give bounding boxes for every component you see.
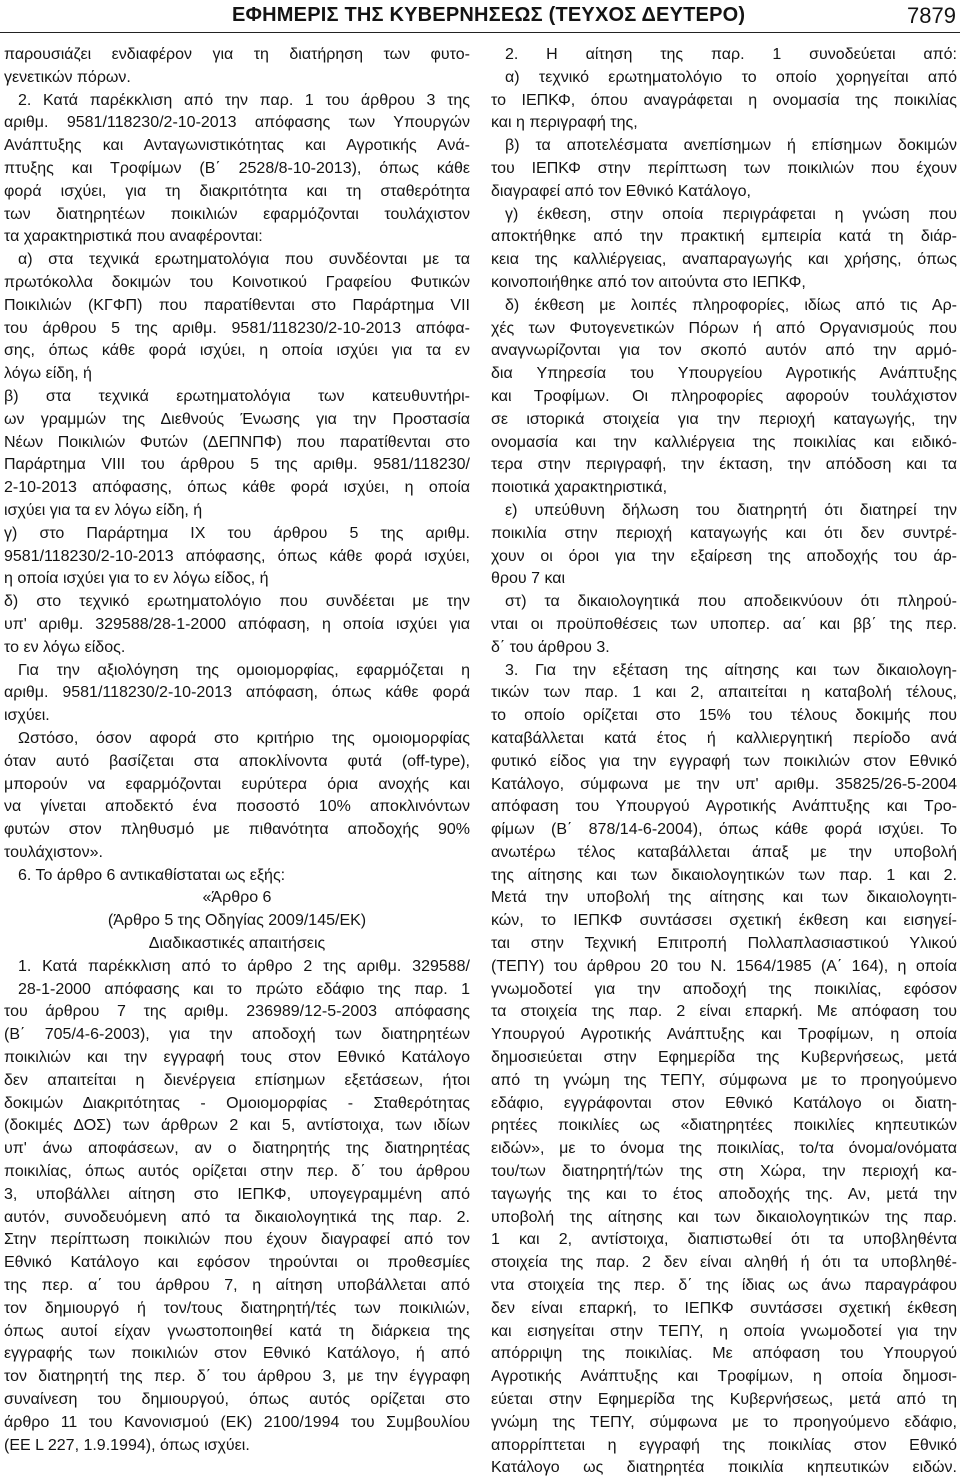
left-column-line: υπ' άνω αποφάσεων, αν ο διατηρητής της διατηρητέας	[4, 1140, 470, 1158]
right-column-line: 1 και 2, αντίστοιχα, διαπιστωθεί ότι τα υποβληθέντα	[491, 1231, 957, 1249]
right-column-line: γνωμοδοτεί για την αποδοχή της ποικιλίας, εφόσον	[491, 980, 957, 998]
left-column-line: (Β΄ 705/4-6-2003), για την αποδοχή των διατηρητέων	[4, 1026, 470, 1044]
left-column-line: 1. Κατά παρέκκλιση από το άρθρο 2 της αριθμ. 329588/	[18, 957, 470, 975]
right-column-line: και Τροφίμων. Οι πληροφορίες αφορούν τουλάχιστον	[491, 387, 957, 405]
right-column-line: τερα στην περιγραφή, την έκταση, την απόδοση και τα	[491, 456, 957, 474]
right-column-line: του/των διατηρητή/τών της στη Χώρα, την περιοχή κα-	[491, 1163, 957, 1181]
right-column-line: γνώμη της ΤΕΠΥ, σύμφωνα με το προηγούμενο εδάφιο,	[491, 1413, 957, 1431]
right-column-line: κοινοποιήθηκε από τον αιτούντα στο ΙΕΠΚΦ,	[491, 273, 806, 291]
left-column-line: ισχύει.	[4, 707, 50, 725]
right-column-line: φυτικό είδος για την εγγραφή των ποικιλιών στον Εθνικό	[491, 752, 957, 770]
right-column-line: ε) υπεύθυνη δήλωση του διατηρητή ότι διατηρεί την	[505, 501, 957, 519]
right-column-line: ται στην Τεχνική Επιτροπή Πολλαπλασιαστικού Υλικού	[491, 935, 957, 953]
left-column-line: δεν απαιτείται η διενέργεια επίσημων εξετάσεων, ήτοι	[4, 1071, 470, 1089]
left-column-line: α) στα τεχνικά ερωτηματολόγια που συνδέονται με τα	[18, 251, 470, 269]
left-column-line: να γίνεται αποδεκτό ένα ποσοστό 10% αποκλινόντων	[4, 798, 470, 816]
right-column-line: δημοσιεύεται στην Εφημερίδα της Κυβερνήσεως, μετά	[491, 1049, 957, 1067]
right-column-line: ονομασία και την καλλιέργεια της ποικιλίας και ειδικό-	[491, 433, 957, 451]
left-column-line: τον δημιουργό ή τον/τους διατηρητή/τές των ποικιλιών,	[4, 1299, 470, 1317]
left-column-line: όπως αυτοί είχαν γνωστοποιηθεί κατά τη διάρκεια της	[4, 1322, 470, 1340]
right-column-line: στοιχεία της παρ. 2 δεν είναι αληθή ή ότι τα υποβληθέ-	[491, 1254, 957, 1272]
left-column-line: 6. Το άρθρο 6 αντικαθίσταται ως εξής:	[18, 866, 286, 884]
left-column-line: β) στα τεχνικά ερωτηματολόγια των κατευθυντήρι-	[4, 387, 470, 405]
right-column-line: α) τεχνικό ερωτηματολόγιο το οποίο χορηγείται από	[505, 68, 957, 86]
left-column-line: μπορούν να εφαρμόζονται ευρύτερα όρια ανοχής και	[4, 775, 470, 793]
right-column-line: τικών των παρ. 1 και 2, απαιτείται η καταβολή τέλους,	[491, 684, 957, 702]
right-column-line: της αίτησης και των δικαιολογητικών των παρ. 1 και 2.	[491, 866, 957, 884]
right-column-line: αναγνωρίζονται για τον σκοπό αυτόν από την αρμό-	[491, 342, 957, 360]
right-column-line: 2. Η αίτηση της παρ. 1 συνοδεύεται από:	[505, 46, 957, 63]
left-column-line: Στην περίπτωση ποικιλιών που έχουν διαγραφεί από τον	[4, 1231, 470, 1249]
left-column-line: Νέων Ποικιλιών Φυτών (ΔΕΠΝΠΦ) που παρατίθενται στο	[4, 433, 470, 451]
left-column-line: τα χαρακτηριστικά που αναφέρονται:	[4, 228, 263, 246]
left-column-line: πτυξης και Τροφίμων (Β΄ 2528/8-10-2013), όπως κάθε	[4, 159, 470, 177]
left-column-line: παρουσιάζει ενδιαφέρον για τη διατήρηση των φυτο-	[4, 46, 470, 63]
right-column-line: και εισηγείται στην ΤΕΠΥ, η οποία γνωμοδοτεί για την	[491, 1322, 957, 1340]
right-column-line: ποιοτικά χαρακτηριστικά,	[491, 479, 668, 497]
left-column-line: Διαδικαστικές απαιτήσεις	[148, 935, 326, 953]
left-column-line: όταν αυτό βασίζεται στα αποκλίνοντα φυτά (off-type),	[4, 752, 470, 770]
right-column-line: νται οι προϋποθέσεις των υποπερ. αα΄ και ββ΄ της περ.	[491, 615, 957, 633]
right-column-line: χουν οι όροι για την εξαίρεση της αποδοχής του άρ-	[491, 547, 957, 565]
right-column-line: δ΄ του άρθρου 3.	[491, 638, 610, 656]
left-column-line: τουλάχιστον».	[4, 843, 103, 861]
left-column-line: 2-10-2013 απόφασης, όπως κάθε φορά ισχύει, η οποία	[4, 479, 470, 497]
left-column-line: Ποικιλιών (ΚΓΦΠ) που παρατίθενται στο Παράρτημα VII	[4, 296, 470, 314]
left-column-line: (Άρθρο 5 της Οδηγίας 2009/145/ΕΚ)	[107, 912, 367, 930]
right-column-line: ρητέες ποικιλίες ως «διατηρητέες ποικιλίες κηπευτικών	[491, 1117, 957, 1135]
left-column-line: υπ' αριθμ. 329588/28-1-2000 απόφαση, η οποία ισχύει για	[4, 615, 470, 633]
right-column-line: διαγραφεί από τον Εθνικό Κατάλογο,	[491, 182, 751, 200]
left-column-line: Ανάπτυξης και Ανταγωνιστικότητας και Αγροτικής Ανά-	[4, 137, 470, 155]
right-column-line: απόφαση του Υπουργού Αγροτικής Ανάπτυξης και Τρο-	[491, 798, 957, 816]
left-column-line: αυτόν, συνοδευόμενη από τα δικαιολογητικά της παρ. 2.	[4, 1208, 470, 1226]
left-column-line: φυτών στον πληθυσμό με πιθανότητα αποδοχής 90%	[4, 821, 470, 839]
right-column-line: εδάφιο, εγγράφονται στον Εθνικό Κατάλογο οι διατη-	[491, 1094, 957, 1112]
right-column-line: Υπουργού Αγροτικής Ανάπτυξης και Τροφίμων, η οποία	[491, 1026, 957, 1044]
right-column-line: και η περιγραφή της,	[491, 114, 638, 132]
right-column-line: το ΙΕΠΚΦ, όπου αναγράφεται η ονομασία της ποικιλίας	[491, 91, 957, 109]
left-column-line: η οποία ισχύει για το εν λόγω είδος, ή	[4, 570, 269, 588]
header-rule	[0, 32, 960, 33]
left-column-line: 28-1-2000 απόφασης και το πρώτο εδάφιο της παρ. 1	[18, 980, 470, 998]
left-column-line: του άρθρου 7 της αριθμ. 236989/12-5-2003 απόφασης	[4, 1003, 470, 1021]
left-column-line: Παράρτημα VIII του άρθρου 5 της αριθμ. 9581/118230/	[4, 456, 470, 474]
right-column-line: το οποίο ορίζεται στο 15% του τέλους δοκιμής που	[491, 707, 957, 725]
page-number: 7879	[907, 3, 956, 28]
right-column-line: ανωτέρω τέλος καταβάλλεται άπαξ με την υποβολή	[491, 843, 957, 861]
right-column-line: ειδών», με το όνομα της ποικιλίας, το/τα όνομα/ονόματα	[491, 1140, 957, 1158]
right-column-line: ποικιλία στην περιοχή καταγωγής και ότι δεν συντρέ-	[491, 524, 957, 542]
right-column-line: ταγωγής της και το έτος αποδοχής της. Αν, μετά την	[491, 1185, 957, 1203]
right-column-line: απόρριψη της ποικιλίας. Με απόφαση του Υπουργού	[491, 1345, 957, 1363]
right-column-line: εύεται στην Εφημερίδα της Κυβερνήσεως, μετά από τη	[491, 1391, 957, 1409]
right-column-line: δια Υπηρεσία του Υπουργείου Αγροτικής Ανάπτυξης	[491, 365, 957, 383]
left-column-line: «Άρθρο 6	[202, 889, 272, 907]
right-column-line: (ΤΕΠΥ) του άρθρου 20 του Ν. 1564/1985 (Α΄ 164), η οποία	[491, 957, 957, 975]
right-column-line: Κατάλογο, σύμφωνα με την υπ' αριθμ. 35825/26-5-2004	[491, 775, 957, 793]
right-column-line: του ΙΕΠΚΦ στην περίπτωση των ποικιλιών που έχουν	[491, 159, 957, 177]
right-column-line: χές των Φυτογενετικών Πόρων ή από Οργανισμούς που	[491, 319, 957, 337]
left-column-line: ισχύει για τα εν λόγω είδη, ή	[4, 501, 203, 519]
left-column-line: (δοκιμές ΔΟΣ) των άρθρων 2 και 5, αντίστοιχα, των ιδίων	[4, 1117, 470, 1135]
left-column-line: των διατηρητέων ποικιλιών εφαρμόζονται τουλάχιστον	[4, 205, 470, 223]
left-column-line: δ) στο τεχνικό ερωτηματολόγιο που συνδέεται με την	[4, 593, 470, 611]
left-column-line: ων γραμμών της Διεθνούς Ένωσης για την Προστασία	[4, 410, 470, 428]
left-column-line: Ωστόσο, όσον αφορά στο κριτήριο της ομοιομορφίας	[18, 729, 470, 747]
right-column-line: κών, το ΙΕΠΚΦ συντάσσει σχετική έκθεση και εισηγεί-	[491, 912, 957, 930]
left-column-line: τον διατηρητή της περ. δ΄ του άρθρου 3, με την έγγραφη	[4, 1368, 470, 1386]
left-column-line: φορά ισχύει, για τη διακριτότητα και τη σταθερότητα	[4, 182, 470, 200]
left-column-line: ποικιλιών και την εγγραφή τους στον Εθνικό Κατάλογο	[4, 1049, 470, 1067]
right-column-line: δ) έκθεση με λοιπές πληροφορίες, ιδίως από τις Αρ-	[505, 296, 957, 314]
left-column-line: αριθμ. 9581/118230/2-10-2013 απόφασης των Υπουργών	[4, 114, 470, 132]
left-column-line: το εν λόγω είδος.	[4, 638, 126, 656]
right-column-line: καταβάλλεται κατά έτος ή καλλιεργητική περίοδο ανά	[491, 729, 957, 747]
left-column	[4, 44, 470, 1457]
left-column-line: ποικιλίας, όπως αυτός ορίζεται στην περ. δ΄ του άρθρου	[4, 1163, 470, 1181]
left-column-line: 2. Κατά παρέκκλιση από την παρ. 1 του άρθρου 3 της	[18, 91, 470, 109]
right-column-line: θρου 7 και	[491, 570, 566, 588]
left-column-line: 9581/118230/2-10-2013 απόφασης, όπως κάθε φορά ισχύει,	[4, 547, 470, 565]
right-column	[491, 44, 957, 1480]
right-column-line: απορρίπτεται η εγγραφή της ποικιλίας στον Εθνικό	[491, 1436, 957, 1454]
right-column-line: σε ιστορικά στοιχεία για την περιοχή καταγωγής, την	[491, 410, 957, 428]
right-column-line: γ) έκθεση, στην οποία περιγράφεται η γνώση που	[505, 205, 957, 223]
left-column-line: άρθρο 11 του Κανονισμού (ΕΚ) 2100/1994 του Συμβουλίου	[4, 1413, 470, 1431]
right-column-line: ντα στοιχεία της περ. δ΄ της ίδιας ως άνω παραγράφου	[491, 1277, 957, 1295]
right-column-line: Αγροτικής Ανάπτυξης και Τροφίμων, η οποία δημοσι-	[491, 1368, 957, 1386]
left-column-line: δοκιμών Διακριτότητας - Ομοιομορφίας - Σταθερότητας	[4, 1094, 470, 1112]
page-header	[0, 0, 960, 34]
left-column-line: εγγραφής των ποικιλιών στον Εθνικό Κατάλογο, ή από	[4, 1345, 470, 1363]
left-column-line: (ΕΕ L 227, 1.9.1994), όπως ισχύει.	[4, 1436, 250, 1454]
right-column-line: δεν είναι επαρκή, το ΙΕΠΚΦ συντάσσει σχετική έκθεση	[491, 1299, 957, 1317]
left-column-line: πρωτόκολλα δοκιμών του Κοινοτικού Γραφείου Φυτικών	[4, 273, 470, 291]
left-column-line: γενετικών πόρων.	[4, 68, 131, 86]
left-column-line: λόγω είδη, ή	[4, 365, 92, 383]
right-column-line: β) τα αποτελέσματα ανεπίσημων ή επίσημων δοκιμών	[505, 137, 957, 155]
left-column-line: του άρθρου 5 της αριθμ. 9581/118230/2-10-2013 απόφα-	[4, 319, 470, 337]
left-column-line: Εθνικό Κατάλογο και εφόσον τηρούνται οι προθεσμίες	[4, 1254, 470, 1272]
left-column-line: αριθμ. 9581/118230/2-10-2013 απόφαση, όπως κάθε φορά	[4, 684, 470, 702]
left-column-line: 3, υποβάλλει αίτηση στο ΙΕΠΚΦ, υπογεγραμμένη από	[4, 1185, 470, 1203]
right-column-line: κεια της καλλιέργειας, αναπαραγωγής και χρήσης, όπως	[491, 251, 957, 269]
right-column-line: τα στοιχεία της παρ. 2 είναι επαρκή. Με απόφαση του	[491, 1003, 957, 1021]
right-column-line: από τη γνώμη της ΤΕΠΥ, σύμφωνα με το προηγούμενο	[491, 1071, 957, 1089]
gazette-title: ΕΦΗΜΕΡΙΣ ΤΗΣ ΚΥΒΕΡΝΗΣΕΩΣ (ΤΕΥΧΟΣ ΔΕΥΤΕΡΟ)	[232, 4, 746, 26]
right-column-line: υποβολή της αίτησης και των δικαιολογητικών της παρ.	[491, 1208, 957, 1226]
right-column-line: στ) τα δικαιολογητικά που αποδεικνύουν ότι πληρού-	[505, 593, 957, 611]
right-column-line: Μετά την υποβολή της αίτησης και των δικαιολογητι-	[491, 889, 957, 907]
left-column-line: συναίνεση του δημιουργού, όπως αυτός ορίζεται στο	[4, 1391, 470, 1409]
right-column-line: Κατάλογο ως διατηρητέα ποικιλία κηπευτικών ειδών.	[491, 1459, 957, 1477]
left-column-line: σης, όπως κάθε φορά ισχύει, η οποία ισχύει για τα εν	[4, 342, 470, 360]
right-column-line: αποκτήθηκε από την πρακτική εμπειρία κατά τη διάρ-	[491, 228, 957, 246]
left-column-line: Για την αξιολόγηση της ομοιομορφίας, εφαρμόζεται η	[18, 661, 470, 679]
left-column-line: γ) στο Παράρτημα ΙΧ του άρθρου 5 της αριθμ.	[4, 524, 470, 542]
left-column-line: της περ. α΄ του άρθρου 7, η αίτηση υποβάλλεται από	[4, 1277, 470, 1295]
right-column-line: φίμων (Β΄ 878/14-6-2004), όπως κάθε φορά ισχύει. Το	[491, 821, 957, 839]
right-column-line: 3. Για την εξέταση της αίτησης και των δικαιολογη-	[505, 661, 957, 679]
